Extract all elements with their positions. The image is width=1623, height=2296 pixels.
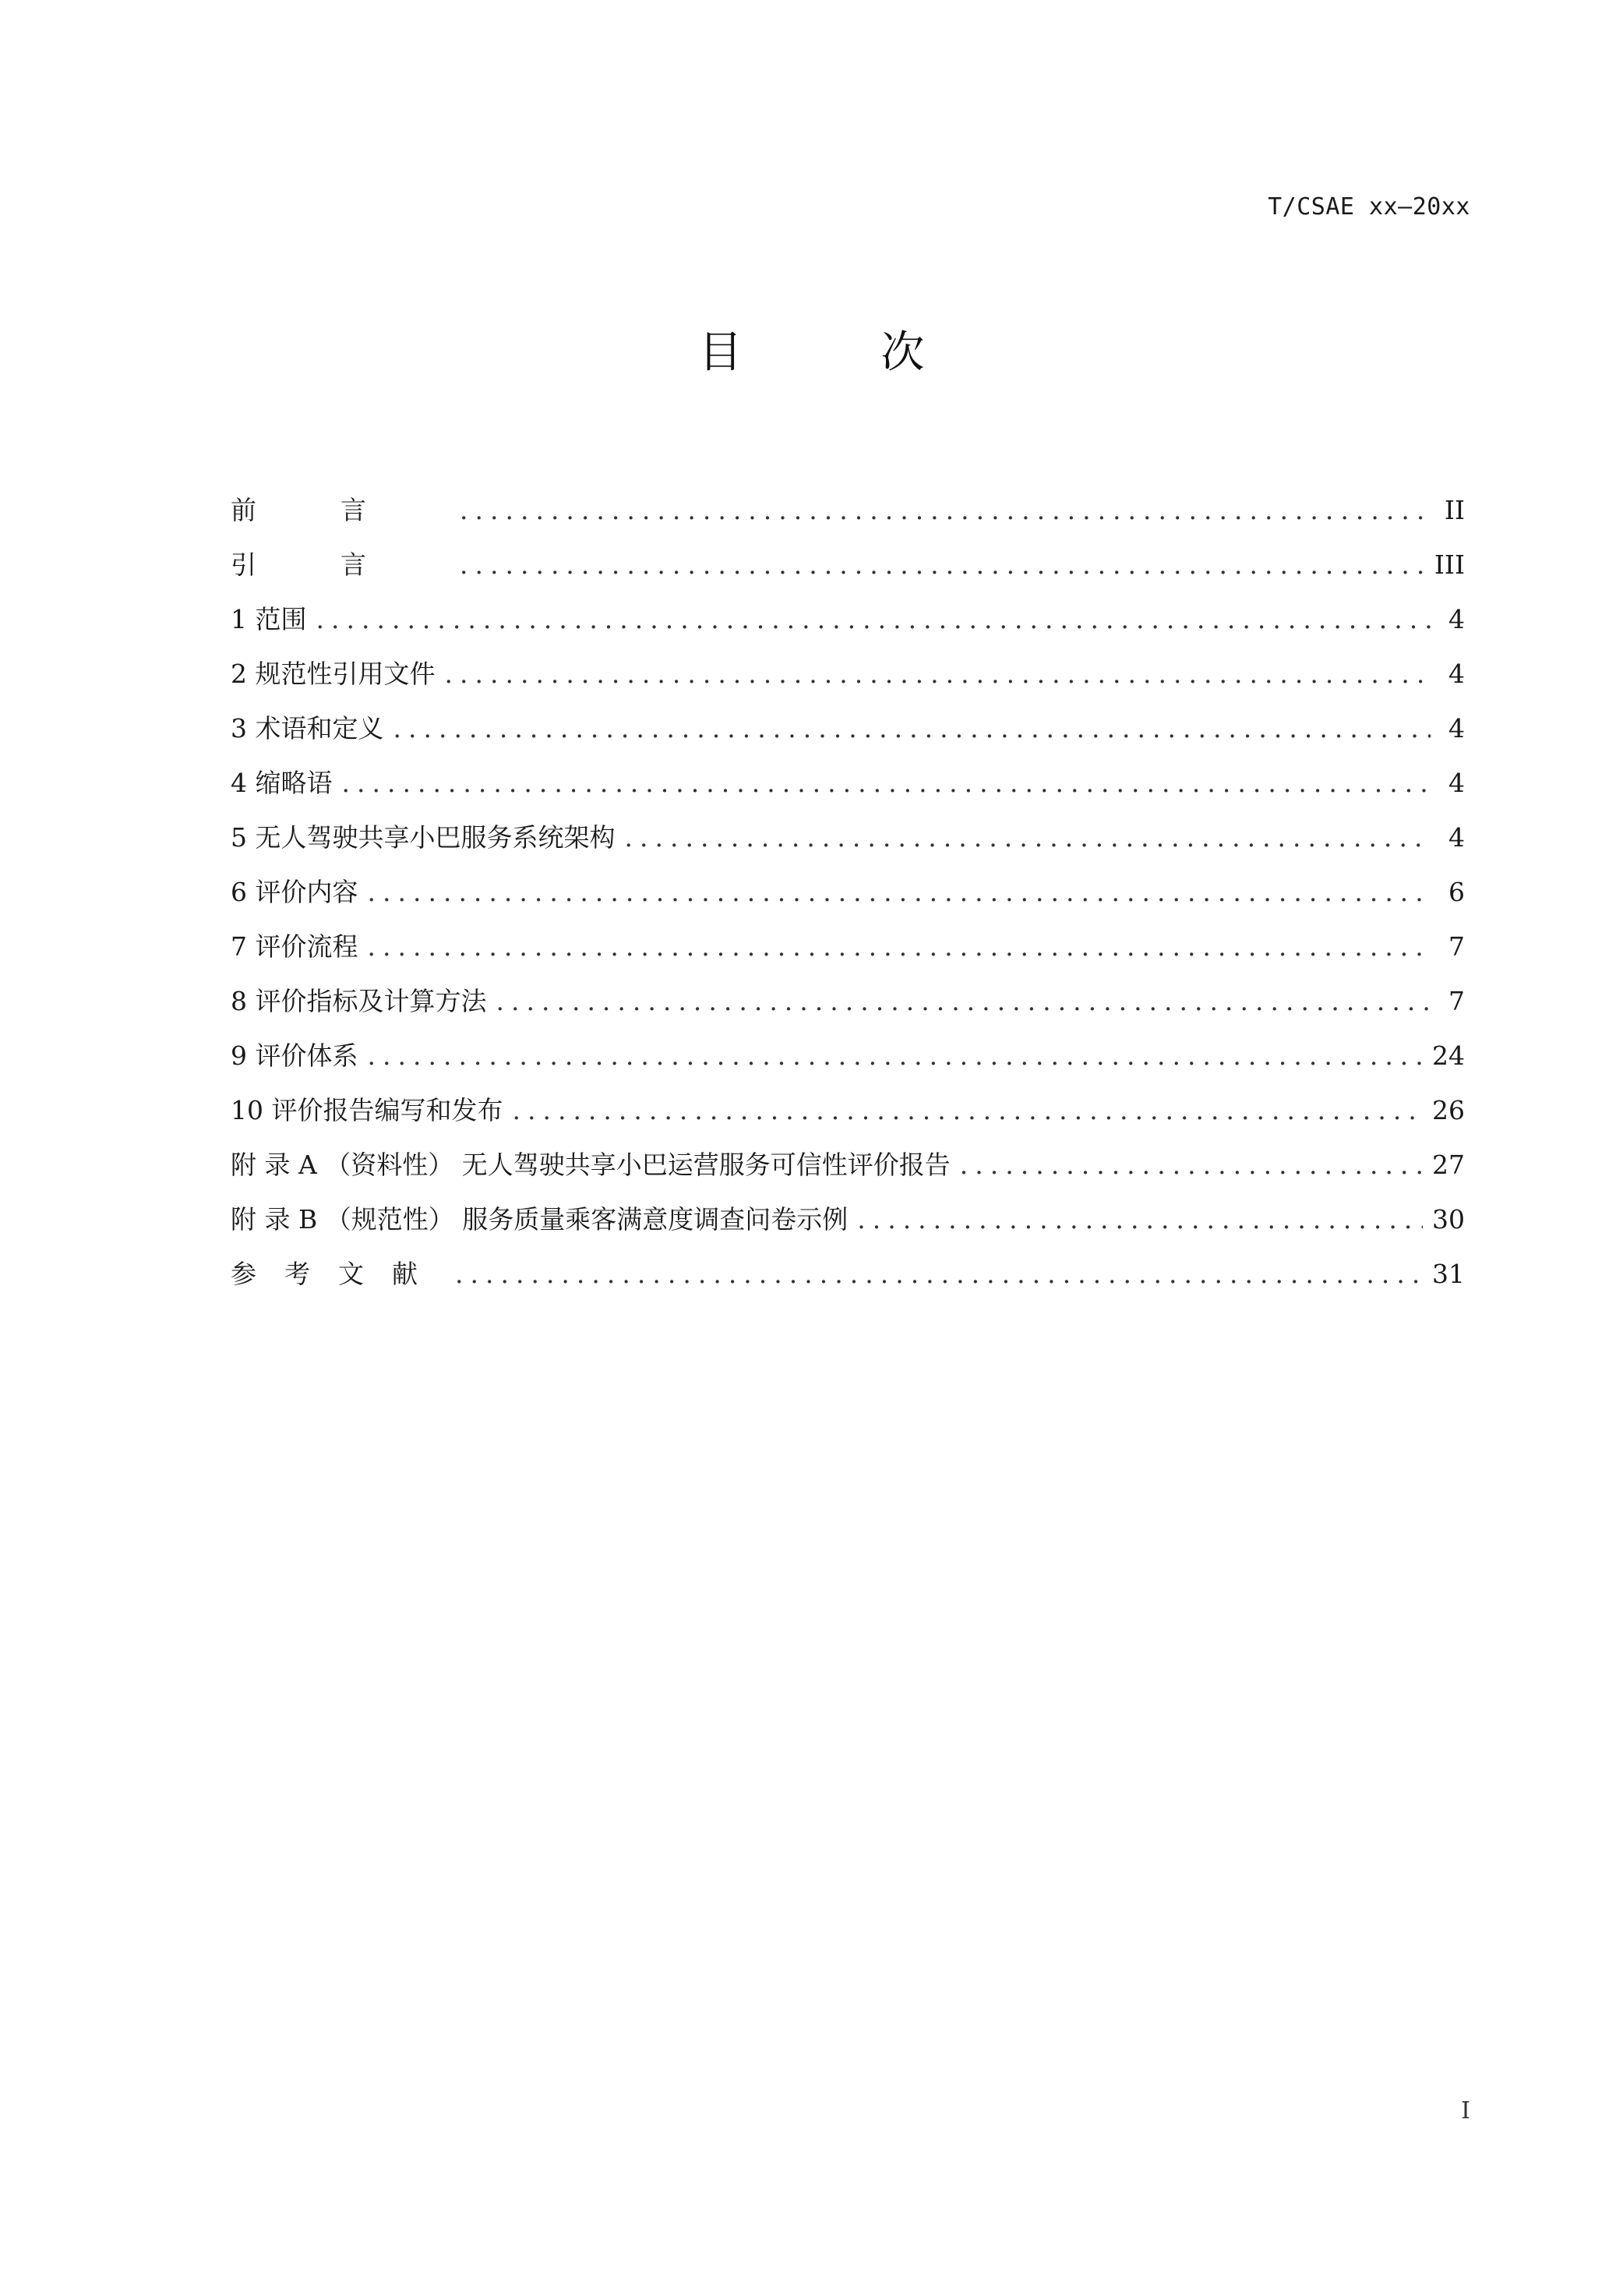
toc-entry-page: 6 <box>1448 877 1465 907</box>
toc-dot-leader <box>455 1247 1423 1302</box>
toc-entry-page: 7 <box>1448 986 1465 1016</box>
toc-dot-leader <box>316 592 1431 647</box>
toc-dot-leader <box>960 1138 1423 1192</box>
toc-entry-evaluation-process[interactable] <box>231 920 1465 974</box>
toc-dot-leader <box>512 1083 1423 1138</box>
toc-entry-foreword[interactable] <box>231 483 1465 538</box>
toc-entry-page: 4 <box>1448 659 1465 689</box>
page-number: I <box>1461 2097 1470 2125</box>
toc-dot-leader <box>368 865 1431 920</box>
toc-entry-label: 1 范围 <box>231 604 307 634</box>
toc-entry-page: 4 <box>1448 604 1465 634</box>
toc-entry-label: 前言 <box>231 495 450 525</box>
toc-dot-leader <box>460 483 1431 538</box>
toc-entry-page: 27 <box>1432 1150 1465 1180</box>
page-title: 目 次 <box>698 327 987 378</box>
toc-dot-leader <box>342 756 1431 811</box>
toc-entry-appendix-b[interactable] <box>231 1192 1465 1247</box>
toc-entry-page: 26 <box>1432 1095 1465 1125</box>
toc-entry-page: 30 <box>1432 1204 1465 1235</box>
toc-entry-page: 4 <box>1448 768 1465 798</box>
toc-dot-leader <box>445 647 1431 701</box>
toc-entry-label: 2 规范性引用文件 <box>231 659 436 689</box>
toc-entry-label: 参考文献 <box>231 1259 446 1289</box>
toc-entry-system-architecture[interactable] <box>231 811 1465 865</box>
toc-entry-label: 10 评价报告编写和发布 <box>231 1095 503 1125</box>
toc-entry-label: 附 录 A （资料性） 无人驾驶共享小巴运营服务可信性评价报告 <box>231 1150 951 1180</box>
toc-dot-leader <box>625 811 1431 865</box>
toc-entry-bibliography[interactable] <box>231 1247 1465 1302</box>
document-code: T/CSAE xx—20xx <box>1268 193 1470 221</box>
toc-entry-evaluation-content[interactable] <box>231 865 1465 920</box>
table-of-contents <box>231 483 1465 1302</box>
toc-entry-label: 8 评价指标及计算方法 <box>231 986 487 1016</box>
toc-dot-leader <box>857 1192 1423 1247</box>
toc-entry-page: 4 <box>1448 822 1465 853</box>
toc-entry-label: 附 录 B （规范性） 服务质量乘客满意度调查问卷示例 <box>231 1204 849 1235</box>
toc-dot-leader <box>460 538 1425 592</box>
toc-entry-label: 9 评价体系 <box>231 1040 358 1071</box>
toc-entry-page: II <box>1444 495 1465 525</box>
toc-entry-normative-references[interactable] <box>231 647 1465 701</box>
toc-entry-page: 24 <box>1432 1040 1465 1071</box>
toc-dot-leader <box>496 974 1431 1029</box>
toc-entry-label: 4 缩略语 <box>231 768 333 798</box>
toc-entry-label: 引言 <box>231 549 450 580</box>
toc-entry-page: 31 <box>1432 1259 1465 1289</box>
toc-entry-label: 6 评价内容 <box>231 877 358 907</box>
toc-dot-leader <box>393 701 1431 756</box>
toc-entry-report-publication[interactable] <box>231 1083 1465 1138</box>
toc-entry-label: 7 评价流程 <box>231 931 358 962</box>
toc-entry-scope[interactable] <box>231 592 1465 647</box>
toc-entry-indicators-methods[interactable] <box>231 974 1465 1029</box>
toc-entry-abbreviations[interactable] <box>231 756 1465 811</box>
toc-dot-leader <box>368 920 1431 974</box>
toc-entry-evaluation-system[interactable] <box>231 1029 1465 1083</box>
toc-entry-terms-definitions[interactable] <box>231 701 1465 756</box>
toc-entry-label: 3 术语和定义 <box>231 713 384 744</box>
toc-dot-leader <box>368 1029 1424 1083</box>
toc-entry-page: III <box>1434 549 1465 580</box>
toc-entry-appendix-a[interactable] <box>231 1138 1465 1192</box>
toc-entry-page: 4 <box>1448 713 1465 744</box>
toc-entry-label: 5 无人驾驶共享小巴服务系统架构 <box>231 822 616 853</box>
toc-entry-introduction[interactable] <box>231 538 1465 592</box>
toc-entry-page: 7 <box>1448 931 1465 962</box>
